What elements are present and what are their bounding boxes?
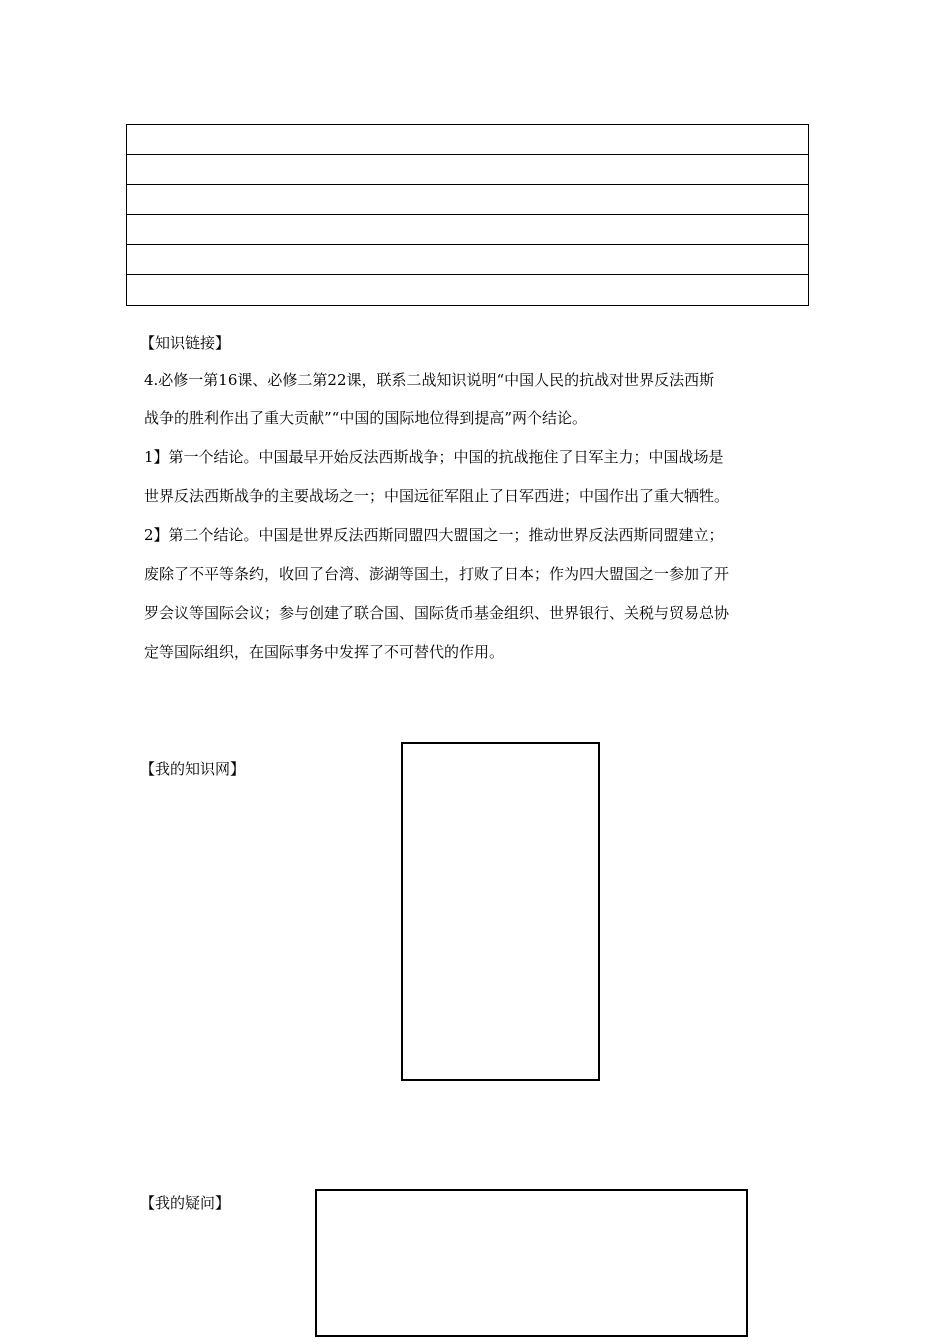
paragraph-line: 2】第二个结论。中国是世界反法西斯同盟四大盟国之一；推动世界反法西斯同盟建立； [144, 526, 724, 544]
paragraph-line: 4.必修一第16课、必修二第22课，联系二战知识说明“中国人民的抗战对世界反法西斯 [144, 371, 715, 389]
answer-row[interactable] [127, 125, 808, 155]
paragraph-line: 废除了不平等条约，收回了台湾、澎湖等国土，打败了日本；作为四大盟国之一参加了开 [144, 565, 730, 583]
answer-row[interactable] [127, 275, 808, 305]
paragraph-line: 战争的胜利作出了重大贡献”“中国的国际地位得到提高”两个结论。 [144, 409, 588, 427]
knowledge-web-heading: 【我的知识网】 [140, 760, 246, 778]
paragraph-line: 罗会议等国际会议；参与创建了联合国、国际货币基金组织、世界银行、关税与贸易总协 [144, 604, 730, 622]
paragraph-line: 世界反法西斯战争的主要战场之一；中国远征军阻止了日军西进；中国作出了重大牺牲。 [144, 487, 730, 505]
answer-table [126, 124, 809, 306]
answer-row[interactable] [127, 155, 808, 185]
knowledge-web-box[interactable] [401, 742, 600, 1081]
knowledge-link-heading: 【知识链接】 [140, 334, 231, 352]
answer-row[interactable] [127, 215, 808, 245]
questions-heading: 【我的疑问】 [140, 1194, 231, 1212]
paragraph-line: 1】第一个结论。中国最早开始反法西斯战争；中国的抗战拖住了日军主力；中国战场是 [144, 448, 724, 466]
answer-row[interactable] [127, 185, 808, 215]
answer-row[interactable] [127, 245, 808, 275]
questions-box[interactable] [315, 1189, 748, 1337]
paragraph-line: 定等国际组织，在国际事务中发挥了不可替代的作用。 [144, 643, 505, 661]
